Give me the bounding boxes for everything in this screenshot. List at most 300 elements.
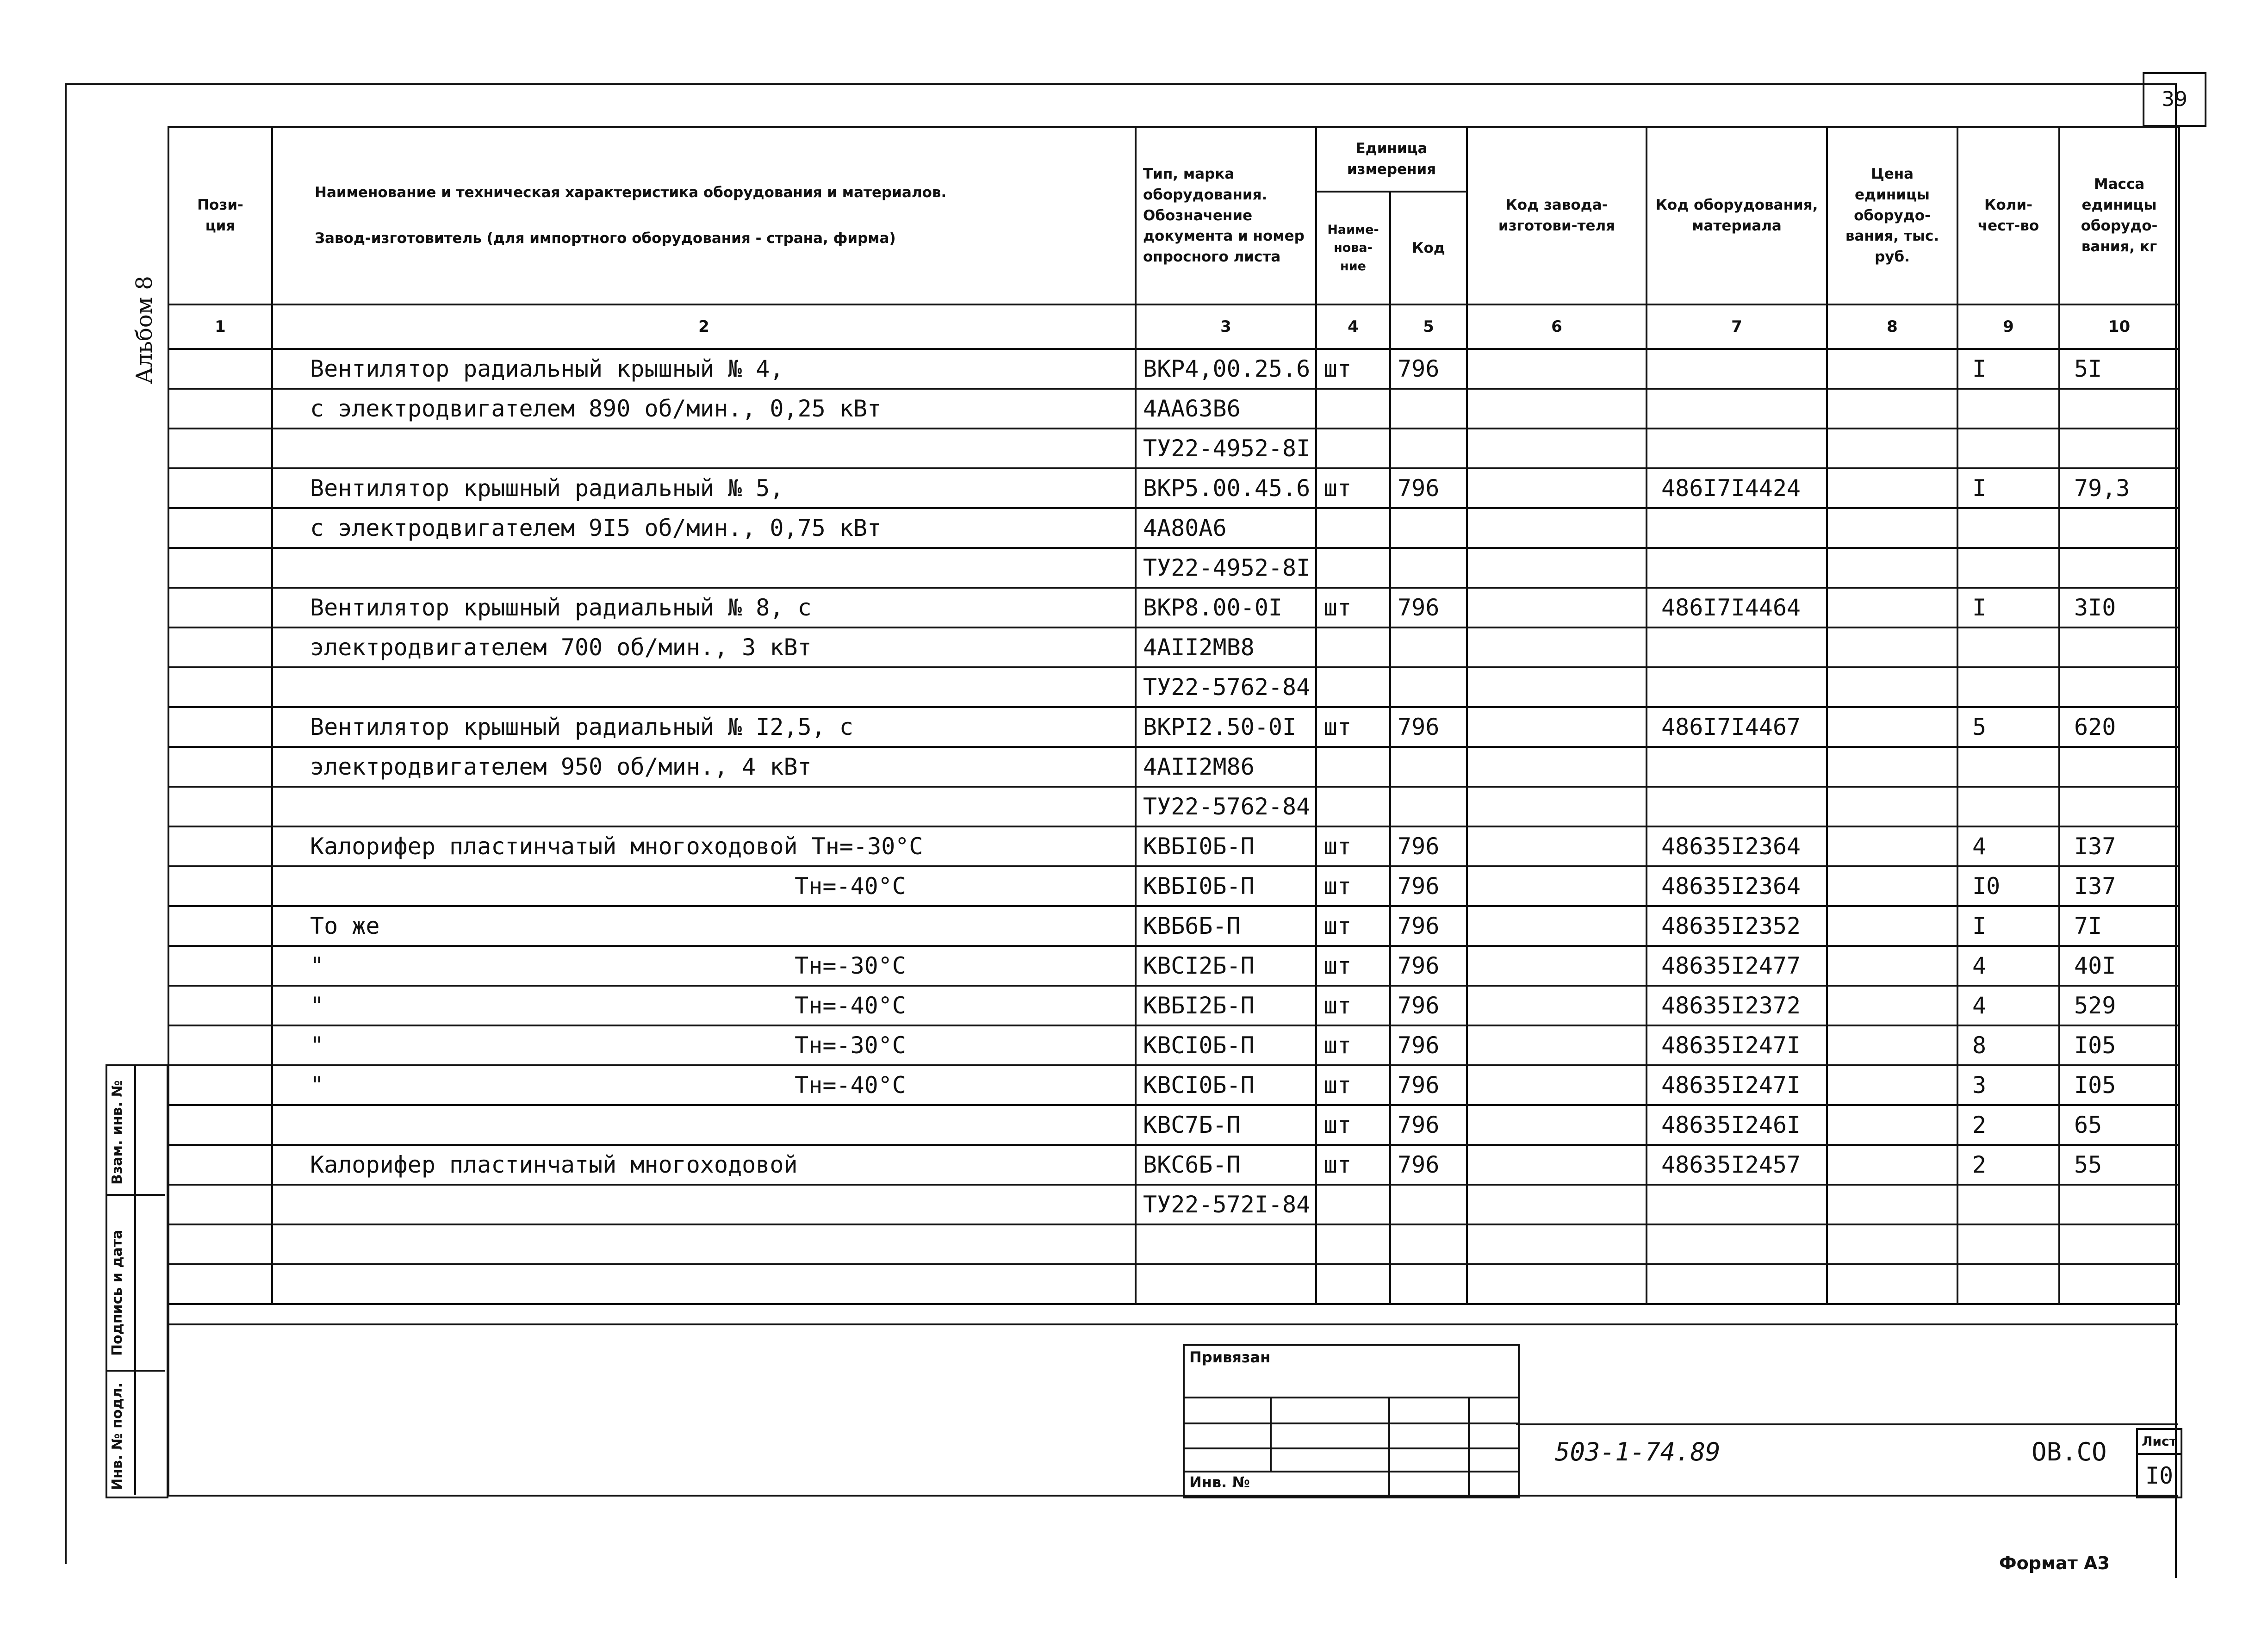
cell-type: ТУ22-5762-84	[1136, 667, 1316, 707]
linked-grid-line	[1270, 1397, 1272, 1471]
cell-mass	[2059, 747, 2179, 787]
cell-mass: 5I	[2059, 349, 2179, 389]
table-row	[168, 667, 2179, 707]
table-row	[168, 1264, 2179, 1304]
cell-pos	[168, 389, 272, 429]
table-row	[168, 627, 2179, 667]
cell-type: КВБI0Б-П	[1136, 826, 1316, 866]
cell-name	[272, 429, 1136, 468]
cell-code: 796	[1390, 1025, 1467, 1065]
item-temperature: Тн=-40°С	[795, 873, 906, 900]
cell-price	[1827, 826, 1957, 866]
item-name: Вентилятор крышный радиальный № I2,5, с	[310, 714, 853, 740]
cell-name	[272, 906, 1136, 946]
title-block-bottom-line	[168, 1495, 2178, 1497]
column-number: 8	[1827, 304, 1957, 349]
document-code: 503-1-74.89	[1555, 1437, 1721, 1466]
cell-qty	[1957, 747, 2059, 787]
cell-mass: I37	[2059, 826, 2179, 866]
side-label-replace-inv: Взам. инв. №	[109, 1080, 125, 1185]
cell-pos	[168, 667, 272, 707]
cell-pos	[168, 1264, 272, 1304]
cell-mass	[2059, 429, 2179, 468]
cell-equip: 48635I2352	[1647, 906, 1827, 946]
cell-price	[1827, 1025, 1957, 1065]
header-pos: Пози- ция	[168, 127, 272, 304]
cell-code: 796	[1390, 1105, 1467, 1145]
cell-name	[272, 508, 1136, 548]
cell-type	[1136, 1224, 1316, 1264]
cell-pos	[168, 1065, 272, 1105]
table-row	[168, 986, 2179, 1025]
cell-equip	[1647, 548, 1827, 588]
cell-type: КВБI0Б-П	[1136, 866, 1316, 906]
cell-qty	[1957, 389, 2059, 429]
item-temperature: Тн=-40°С	[795, 1072, 906, 1099]
album-label: Альбом 8	[131, 276, 157, 384]
table-row	[168, 1224, 2179, 1264]
cell-name	[272, 1105, 1136, 1145]
cell-code: 796	[1390, 946, 1467, 986]
cell-pos	[168, 1145, 272, 1185]
cell-qty: 8	[1957, 1025, 2059, 1065]
cell-price	[1827, 1145, 1957, 1185]
column-number: 2	[272, 304, 1136, 349]
cell-qty: I	[1957, 906, 2059, 946]
header-unit-code: Код	[1390, 192, 1467, 304]
linked-stamp	[1183, 1344, 1520, 1498]
cell-qty: 4	[1957, 826, 2059, 866]
cell-name	[272, 588, 1136, 627]
cell-qty: 5	[1957, 707, 2059, 747]
cell-pos	[168, 946, 272, 986]
cell-equip: 486I7I4424	[1647, 468, 1827, 508]
header-unit-name: Наиме-нова-ние	[1316, 192, 1390, 304]
item-name: "	[310, 1032, 324, 1059]
format-label: Формат А3	[1999, 1553, 2110, 1573]
cell-price	[1827, 747, 1957, 787]
cell-name	[272, 1065, 1136, 1105]
item-temperature: Тн=-30°С	[795, 952, 906, 979]
cell-name	[272, 468, 1136, 508]
column-number: 6	[1467, 304, 1647, 349]
cell-pos	[168, 588, 272, 627]
cell-type: 4А80А6	[1136, 508, 1316, 548]
cell-name	[272, 667, 1136, 707]
table-body	[168, 349, 2179, 1304]
table-row	[168, 866, 2179, 906]
cell-price	[1827, 1224, 1957, 1264]
cell-unit	[1316, 1185, 1390, 1224]
cell-type: ТУ22-572I-84	[1136, 1185, 1316, 1224]
cell-type: 4АА63В6	[1136, 389, 1316, 429]
cell-mass	[2059, 787, 2179, 826]
cell-maker	[1467, 707, 1647, 747]
cell-type: ВКРI2.50-0I	[1136, 707, 1316, 747]
cell-unit	[1316, 627, 1390, 667]
cell-type: 4АII2МВ8	[1136, 627, 1316, 667]
cell-equip	[1647, 349, 1827, 389]
cell-code	[1390, 1264, 1467, 1304]
item-temperature: Тн=-30°С	[795, 1032, 906, 1059]
cell-qty: 4	[1957, 946, 2059, 986]
header-qty: Коли-чест-во	[1957, 127, 2059, 304]
cell-mass: 40I	[2059, 946, 2179, 986]
cell-type: ВКР5.00.45.6	[1136, 468, 1316, 508]
cell-mass	[2059, 1264, 2179, 1304]
table-row	[168, 429, 2179, 468]
cell-qty	[1957, 429, 2059, 468]
cell-maker	[1467, 826, 1647, 866]
cell-code	[1390, 667, 1467, 707]
cell-type: ТУ22-4952-8I	[1136, 548, 1316, 588]
item-name: Вентилятор крышный радиальный № 8, с	[310, 594, 812, 621]
table-row	[168, 707, 2179, 747]
cell-unit	[1316, 667, 1390, 707]
item-name: электродвигателем 950 об/мин., 4 кВт	[310, 753, 812, 780]
item-name: То же	[310, 913, 380, 939]
sheet-number: I0	[2145, 1462, 2174, 1489]
cell-name	[272, 946, 1136, 986]
cell-type: ВКР4,00.25.6	[1136, 349, 1316, 389]
header-type: Тип, марка оборудования. Обозначение документа и номер опросного листа	[1136, 127, 1316, 304]
cell-equip: 486I7I4464	[1647, 588, 1827, 627]
cell-qty: I	[1957, 588, 2059, 627]
cell-type: ВКР8.00-0I	[1136, 588, 1316, 627]
cell-price	[1827, 667, 1957, 707]
cell-maker	[1467, 946, 1647, 986]
cell-unit	[1316, 548, 1390, 588]
cell-mass	[2059, 627, 2179, 667]
cell-equip	[1647, 747, 1827, 787]
cell-mass: 3I0	[2059, 588, 2179, 627]
cell-name	[272, 747, 1136, 787]
cell-type: КВБ6Б-П	[1136, 906, 1316, 946]
cell-pos	[168, 1025, 272, 1065]
cell-name	[272, 1185, 1136, 1224]
cell-code: 796	[1390, 866, 1467, 906]
table-row	[168, 826, 2179, 866]
cell-mass: 7I	[2059, 906, 2179, 946]
cell-qty	[1957, 508, 2059, 548]
table-row	[168, 349, 2179, 389]
cell-price	[1827, 1065, 1957, 1105]
cell-pos	[168, 826, 272, 866]
cell-type: КВСI0Б-П	[1136, 1025, 1316, 1065]
title-block-top-line	[168, 1323, 2178, 1325]
cell-name	[272, 787, 1136, 826]
cell-maker	[1467, 1065, 1647, 1105]
cell-type: КВС7Б-П	[1136, 1105, 1316, 1145]
page-number-box	[2143, 72, 2206, 127]
cell-unit	[1316, 1264, 1390, 1304]
cell-maker	[1467, 1185, 1647, 1224]
cell-pos	[168, 986, 272, 1025]
cell-mass	[2059, 389, 2179, 429]
cell-qty	[1957, 787, 2059, 826]
cell-equip: 48635I2457	[1647, 1145, 1827, 1185]
cell-name	[272, 627, 1136, 667]
cell-mass: 65	[2059, 1105, 2179, 1145]
cell-name	[272, 1224, 1136, 1264]
cell-name	[272, 986, 1136, 1025]
cell-equip: 48635I2364	[1647, 866, 1827, 906]
cell-type: 4АII2М86	[1136, 747, 1316, 787]
sheet-box	[2136, 1428, 2182, 1498]
cell-unit	[1316, 389, 1390, 429]
cell-name	[272, 1025, 1136, 1065]
cell-maker	[1467, 588, 1647, 627]
column-number: 4	[1316, 304, 1390, 349]
item-name: "	[310, 952, 324, 979]
cell-code: 796	[1390, 707, 1467, 747]
cell-code	[1390, 627, 1467, 667]
cell-price	[1827, 389, 1957, 429]
cell-mass	[2059, 508, 2179, 548]
cell-unit: шт	[1316, 1145, 1390, 1185]
cell-code: 796	[1390, 349, 1467, 389]
header-unit: Единица измерения	[1316, 127, 1467, 192]
item-name: Калорифер пластинчатый многоходовой Тн=-30°С	[310, 833, 923, 860]
cell-qty	[1957, 548, 2059, 588]
cell-code	[1390, 429, 1467, 468]
cell-unit	[1316, 787, 1390, 826]
cell-pos	[168, 1224, 272, 1264]
cell-unit: шт	[1316, 468, 1390, 508]
cell-code	[1390, 787, 1467, 826]
cell-equip	[1647, 389, 1827, 429]
column-number: 3	[1136, 304, 1316, 349]
cell-pos	[168, 707, 272, 747]
cell-type: ТУ22-5762-84	[1136, 787, 1316, 826]
cell-maker	[1467, 1025, 1647, 1065]
table-row	[168, 1145, 2179, 1185]
column-number: 10	[2059, 304, 2179, 349]
side-label-sign-date: Подпись и дата	[109, 1230, 125, 1356]
item-name: электродвигателем 700 об/мин., 3 кВт	[310, 634, 812, 661]
cell-equip	[1647, 667, 1827, 707]
cell-unit: шт	[1316, 349, 1390, 389]
cell-qty: I	[1957, 468, 2059, 508]
item-name: Вентилятор крышный радиальный № 5,	[310, 475, 784, 502]
table-row	[168, 906, 2179, 946]
cell-unit: шт	[1316, 707, 1390, 747]
cell-equip: 48635I2364	[1647, 826, 1827, 866]
cell-name	[272, 707, 1136, 747]
cell-name	[272, 1264, 1136, 1304]
cell-name	[272, 548, 1136, 588]
side-stamp-divider	[134, 1064, 136, 1495]
cell-pos	[168, 548, 272, 588]
cell-equip	[1647, 429, 1827, 468]
cell-qty	[1957, 1264, 2059, 1304]
cell-name	[272, 349, 1136, 389]
cell-code: 796	[1390, 1065, 1467, 1105]
cell-maker	[1467, 627, 1647, 667]
side-stamp-divider	[106, 1194, 165, 1196]
cell-maker	[1467, 1145, 1647, 1185]
cell-unit: шт	[1316, 906, 1390, 946]
cell-name	[272, 866, 1136, 906]
cell-unit	[1316, 1224, 1390, 1264]
header-name: Наименование и техническая характеристика оборудования и материалов. Завод-изготовитель (для импортного оборудования - страна, фирма)	[272, 127, 1136, 304]
cell-qty	[1957, 1224, 2059, 1264]
column-number-row	[168, 304, 2179, 349]
cell-code	[1390, 1185, 1467, 1224]
column-number: 9	[1957, 304, 2059, 349]
cell-code: 796	[1390, 1145, 1467, 1185]
cell-equip	[1647, 787, 1827, 826]
cell-maker	[1467, 1264, 1647, 1304]
cell-mass	[2059, 667, 2179, 707]
cell-code	[1390, 1224, 1467, 1264]
column-number: 5	[1390, 304, 1467, 349]
cell-unit	[1316, 508, 1390, 548]
cell-pos	[168, 508, 272, 548]
cell-qty: 4	[1957, 986, 2059, 1025]
cell-price	[1827, 627, 1957, 667]
cell-code	[1390, 548, 1467, 588]
cell-name	[272, 389, 1136, 429]
cell-pos	[168, 747, 272, 787]
column-number: 1	[168, 304, 272, 349]
item-temperature: Тн=-40°С	[795, 992, 906, 1019]
cell-price	[1827, 468, 1957, 508]
cell-mass: 529	[2059, 986, 2179, 1025]
cell-qty	[1957, 627, 2059, 667]
cell-maker	[1467, 468, 1647, 508]
cell-unit: шт	[1316, 826, 1390, 866]
cell-pos	[168, 429, 272, 468]
cell-equip	[1647, 1224, 1827, 1264]
cell-pos	[168, 349, 272, 389]
cell-type: ТУ22-4952-8I	[1136, 429, 1316, 468]
cell-price	[1827, 1105, 1957, 1145]
cell-code	[1390, 508, 1467, 548]
table-row	[168, 548, 2179, 588]
item-name: с электродвигателем 9I5 об/мин., 0,75 кВт	[310, 515, 882, 541]
cell-mass	[2059, 1185, 2179, 1224]
cell-pos	[168, 627, 272, 667]
cell-equip: 48635I246I	[1647, 1105, 1827, 1145]
cell-unit: шт	[1316, 986, 1390, 1025]
cell-qty: 3	[1957, 1065, 2059, 1105]
frame-left-line	[65, 83, 67, 1564]
item-name: Калорифер пластинчатый многоходовой	[310, 1151, 798, 1178]
cell-mass	[2059, 548, 2179, 588]
item-name: с электродвигателем 890 об/мин., 0,25 кВт	[310, 395, 882, 422]
cell-unit: шт	[1316, 866, 1390, 906]
cell-type	[1136, 1264, 1316, 1304]
table-row	[168, 468, 2179, 508]
cell-mass: I37	[2059, 866, 2179, 906]
table-row	[168, 508, 2179, 548]
cell-maker	[1467, 906, 1647, 946]
cell-code: 796	[1390, 468, 1467, 508]
cell-maker	[1467, 429, 1647, 468]
cell-qty: I0	[1957, 866, 2059, 906]
cell-code: 796	[1390, 826, 1467, 866]
linked-label: Привязан	[1189, 1348, 1271, 1366]
table-row	[168, 787, 2179, 826]
header-row	[168, 127, 2179, 192]
section-code: ОВ.СО	[2032, 1437, 2107, 1466]
frame-top-line	[65, 83, 2175, 85]
side-label-inv-orig: Инв. № подл.	[109, 1382, 125, 1490]
table-row	[168, 1105, 2179, 1145]
table-row	[168, 1065, 2179, 1105]
cell-mass: 55	[2059, 1145, 2179, 1185]
cell-type: ВКС6Б-П	[1136, 1145, 1316, 1185]
cell-equip: 48635I247I	[1647, 1065, 1827, 1105]
table-row	[168, 389, 2179, 429]
cell-equip: 48635I2477	[1647, 946, 1827, 986]
cell-pos	[168, 1105, 272, 1145]
cell-code: 796	[1390, 906, 1467, 946]
header-mass: Масса единицы оборудо-вания, кг	[2059, 127, 2179, 304]
cell-price	[1827, 787, 1957, 826]
cell-code	[1390, 389, 1467, 429]
side-stamp-divider	[106, 1370, 165, 1372]
cell-code	[1390, 747, 1467, 787]
cell-maker	[1467, 747, 1647, 787]
item-name: "	[310, 992, 324, 1019]
column-number: 7	[1647, 304, 1827, 349]
cell-maker	[1467, 986, 1647, 1025]
table-row	[168, 747, 2179, 787]
cell-unit: шт	[1316, 946, 1390, 986]
cell-mass: 620	[2059, 707, 2179, 747]
cell-pos	[168, 1185, 272, 1224]
cell-equip	[1647, 1185, 1827, 1224]
cell-unit: шт	[1316, 588, 1390, 627]
cell-unit: шт	[1316, 1025, 1390, 1065]
table-row	[168, 946, 2179, 986]
cell-maker	[1467, 508, 1647, 548]
cell-price	[1827, 349, 1957, 389]
linked-grid-line	[1388, 1397, 1390, 1497]
page-number: 39	[2162, 87, 2187, 111]
cell-maker	[1467, 787, 1647, 826]
cell-type: КВСI2Б-П	[1136, 946, 1316, 986]
cell-maker	[1467, 1105, 1647, 1145]
cell-code: 796	[1390, 986, 1467, 1025]
cell-pos	[168, 906, 272, 946]
header-maker-code: Код завода-изготови-теля	[1467, 127, 1647, 304]
cell-price	[1827, 946, 1957, 986]
sheet-label: Лист	[2138, 1430, 2181, 1455]
cell-equip: 486I7I4467	[1647, 707, 1827, 747]
cell-qty: 2	[1957, 1145, 2059, 1185]
cell-qty: 2	[1957, 1105, 2059, 1145]
cell-maker	[1467, 1224, 1647, 1264]
cell-equip	[1647, 508, 1827, 548]
cell-price	[1827, 707, 1957, 747]
cell-maker	[1467, 866, 1647, 906]
cell-price	[1827, 866, 1957, 906]
cell-qty	[1957, 667, 2059, 707]
header-price: Цена единицы оборудо-вания, тыс. руб.	[1827, 127, 1957, 304]
cell-equip: 48635I247I	[1647, 1025, 1827, 1065]
cell-maker	[1467, 389, 1647, 429]
cell-unit: шт	[1316, 1105, 1390, 1145]
cell-code: 796	[1390, 588, 1467, 627]
cell-price	[1827, 906, 1957, 946]
cell-unit	[1316, 429, 1390, 468]
title-doc-line	[1516, 1423, 2178, 1425]
cell-qty	[1957, 1185, 2059, 1224]
cell-unit	[1316, 747, 1390, 787]
